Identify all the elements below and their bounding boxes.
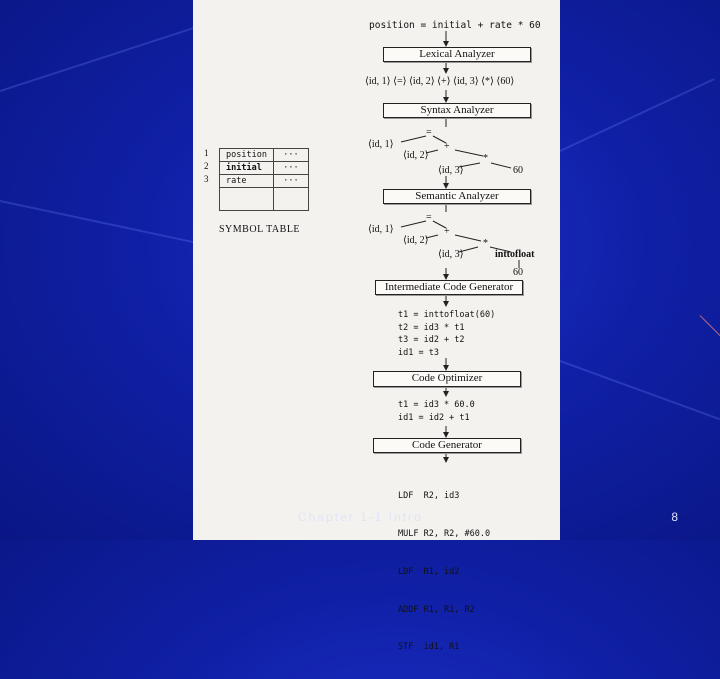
symbol-name: position — [220, 149, 274, 162]
tree2-id2-leaf: ⟨id, 2⟩ — [403, 235, 429, 246]
target-line: STF id1, R1 — [398, 642, 460, 653]
symbol-row — [220, 162, 309, 175]
target-line: LDF R1, id2 — [398, 566, 460, 577]
symbol-index: 1 — [204, 148, 209, 158]
optimized-code — [398, 399, 475, 424]
symbol-name: initial — [220, 162, 274, 175]
tree1-id3-leaf: ⟨id, 3⟩ — [438, 165, 464, 176]
syntax-analyzer-box: Syntax Analyzer — [383, 103, 531, 118]
target-line: ADDF R1, R1, R2 — [398, 604, 475, 615]
symbol-row-empty — [220, 188, 309, 211]
symbol-index: 2 — [204, 161, 209, 171]
icg-line: t3 = id2 + t2 — [398, 335, 465, 346]
intermediate-code-generator-box: Intermediate Code Generator — [375, 280, 523, 295]
background-streak — [560, 360, 720, 420]
tree2-num-leaf: 60 — [513, 267, 523, 278]
code-optimizer-box: Code Optimizer — [373, 371, 521, 387]
symbol-attr: ··· — [273, 149, 308, 162]
symbol-attr: ··· — [273, 162, 308, 175]
symbol-row — [220, 149, 309, 162]
symbol-table-caption: SYMBOL TABLE — [219, 224, 301, 235]
code-generator-box: Code Generator — [373, 438, 521, 453]
opt-line: id1 = id2 + t1 — [398, 412, 470, 423]
tree2-assign-node: = — [426, 212, 432, 223]
icg-line: t2 = id3 * t1 — [398, 322, 465, 333]
tree2-plus-node: + — [444, 226, 450, 237]
tree1-assign-node: = — [426, 127, 432, 138]
source-statement: position = initial + rate * 60 — [369, 20, 541, 31]
tree1-num-leaf: 60 — [513, 165, 523, 176]
tree1-id1-leaf: ⟨id, 1⟩ — [368, 139, 394, 150]
symbol-table — [219, 148, 309, 211]
icg-line: t1 = inttofloat(60) — [398, 310, 496, 320]
semantic-analyzer-box: Semantic Analyzer — [383, 189, 531, 204]
lexical-analyzer-box: Lexical Analyzer — [383, 47, 531, 62]
symbol-index: 3 — [204, 174, 209, 184]
intermediate-code — [398, 309, 495, 359]
symbol-attr: ··· — [273, 175, 308, 188]
target-line: MULF R2, R2, #60.0 — [398, 528, 491, 539]
icg-line: id1 = t3 — [398, 347, 439, 358]
tree1-id2-leaf: ⟨id, 2⟩ — [403, 150, 429, 161]
background-streak — [0, 200, 196, 244]
symbol-name: rate — [220, 175, 274, 188]
tree2-id1-leaf: ⟨id, 1⟩ — [368, 224, 394, 235]
tree1-plus-node: + — [444, 141, 450, 152]
background-streak — [700, 315, 720, 337]
token-stream: ⟨id, 1⟩ ⟨=⟩ ⟨id, 2⟩ ⟨+⟩ ⟨id, 3⟩ ⟨*⟩ ⟨60⟩ — [365, 76, 515, 87]
target-line: LDF R2, id3 — [398, 491, 460, 502]
scanned-figure — [193, 0, 560, 653]
tree2-inttofloat-node: inttofloat — [495, 249, 535, 260]
opt-line: t1 = id3 * 60.0 — [398, 400, 475, 410]
tree2-times-node: * — [483, 238, 488, 249]
slide-footer: Chapter 1-1 Intro — [298, 510, 423, 524]
target-code — [398, 465, 490, 679]
symbol-row — [220, 175, 309, 188]
tree2-id3-leaf: ⟨id, 3⟩ — [438, 249, 464, 260]
background-streak — [0, 25, 200, 92]
background-streak — [560, 78, 715, 152]
slide-number: 8 — [671, 510, 678, 524]
tree1-times-node: * — [483, 153, 488, 164]
